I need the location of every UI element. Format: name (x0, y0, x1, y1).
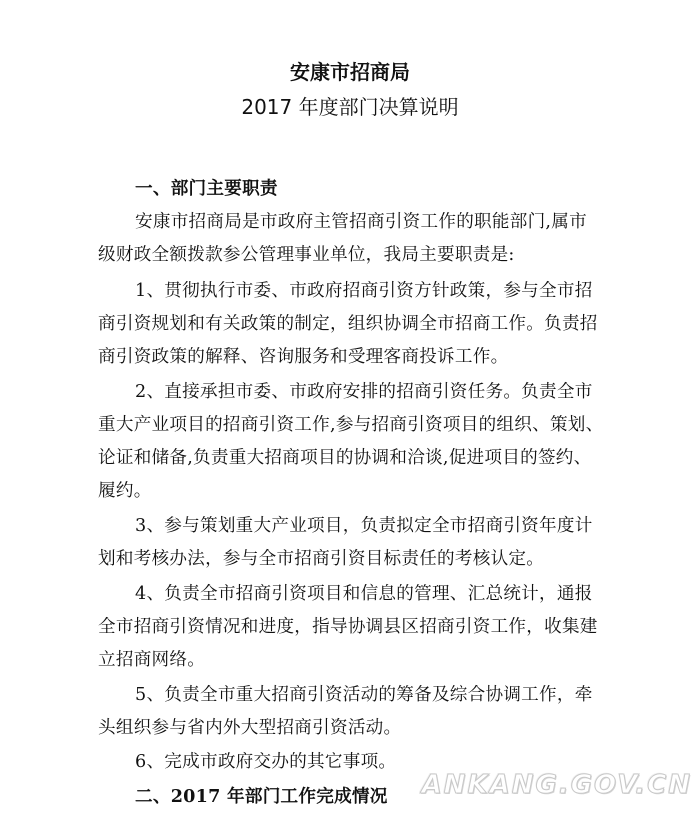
paragraph-line: 商引资政策的解释、咨询服务和受理客商投诉工作。 (98, 347, 509, 367)
site-watermark: ANKANG.GOV.CN (421, 770, 692, 800)
paragraph-line: 4、负责全市招商引资项目和信息的管理、汇总统计，通报 (135, 584, 593, 604)
paragraph-line: 级财政全额拨款参公管理事业单位，我局主要职责是: (98, 245, 515, 265)
paragraph-line: 头组织参与省内外大型招商引资活动。 (98, 718, 402, 738)
paragraph-line: 6、完成市政府交办的其它事项。 (135, 752, 397, 772)
paragraph-line: 商引资规划和有关政策的制定，组织协调全市招商工作。负责招 (98, 314, 598, 334)
document-subtitle: 2017 年度部门决算说明 (241, 95, 459, 119)
section-heading-duties: 一、部门主要职责 (135, 178, 278, 199)
paragraph-line: 安康市招商局是市政府主管招商引资工作的职能部门,属市 (135, 212, 587, 232)
paragraph-line: 2、直接承担市委、市政府安排的招商引资任务。负责全市 (135, 382, 593, 402)
document-title: 安康市招商局 (290, 60, 410, 84)
paragraph-line: 3、参与策划重大产业项目，负责拟定全市招商引资年度计 (135, 516, 593, 536)
paragraph-line: 5、负责全市重大招商引资活动的筹备及综合协调工作，牵 (135, 685, 593, 705)
paragraph-line: 论证和储备,负责重大招商项目的协调和洽谈,促进项目的签约、 (98, 448, 592, 468)
section-heading-work: 二、2017 年部门工作完成情况 (135, 786, 388, 807)
paragraph-line: 1、贯彻执行市委、市政府招商引资方针政策，参与全市招 (135, 281, 593, 301)
paragraph-line: 划和考核办法，参与全市招商引资目标责任的考核认定。 (98, 549, 545, 569)
paragraph-line: 重大产业项目的招商引资工作,参与招商引资项目的组织、策划、 (98, 415, 604, 435)
paragraph-line: 履约。 (98, 481, 152, 501)
paragraph-line: 全市招商引资情况和进度，指导协调县区招商引资工作，收集建 (98, 617, 598, 637)
paragraph-line: 立招商网络。 (98, 650, 206, 670)
